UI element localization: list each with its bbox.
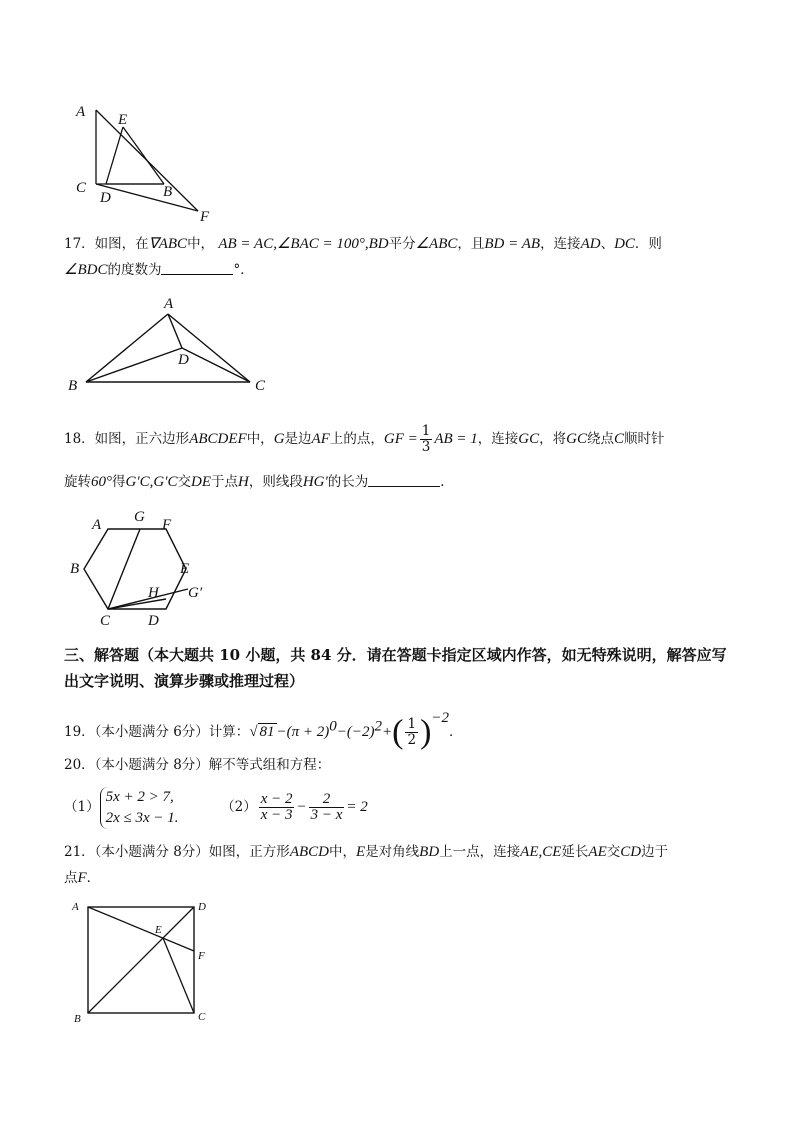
label-B: B (70, 561, 80, 577)
label-A: A (92, 517, 102, 533)
segment-BD (86, 348, 182, 382)
q18-line1: 18．如图，正六边形ABCDEF中，G是边AF上的点，GF = $\frac{1}{3}$ AB = 1，连接GC，将GC绕点C顺时针 (64, 423, 665, 455)
label-D: D (198, 901, 206, 913)
label-A: A (164, 296, 174, 312)
figure-q16 (66, 96, 226, 226)
label-D: D (148, 613, 159, 629)
label-F: F (162, 517, 172, 533)
label-A: A (76, 104, 86, 120)
q18-line2: 旋转60°得G′C,G′C交DE于点H，则线段HG′的长为 ． (64, 474, 454, 490)
label-E: E (118, 112, 128, 128)
q17-line2: ∠BDC的度数为 °． (64, 262, 254, 278)
label-D: D (178, 352, 189, 368)
figure-q18 (62, 503, 222, 631)
q19: 19．（本小题满分 6分）计算：√ $81 -(\pi + 2)^0-(-2)^2+$( $\frac{1}{2}$ )$^{-2}$． (64, 710, 463, 751)
label-E: E (155, 924, 162, 936)
segment-AB (86, 314, 168, 382)
q17-line1: 17．如图，在∇ABC中， AB = AC,∠BAC = 100°,BD平分∠ABC，且BD = AB，连接AD、DC．则 (64, 236, 662, 252)
fraction-1: $\frac{x - 2}{x - 3}$ (260, 791, 293, 823)
label-C: C (100, 613, 111, 629)
label-B: B (68, 378, 78, 394)
q21-line1: 21．（本小题满分 8分）如图，正方形ABCD中，E是对角线BD上一点，连接AE,CE延长AE交CD边于 (64, 844, 669, 860)
q21-line2: 点F． (64, 870, 101, 886)
label-B: B (74, 1013, 81, 1025)
label-D: D (100, 190, 111, 206)
label-F: F (198, 950, 205, 962)
answer-blank (161, 260, 233, 275)
fraction-one-half: $\frac{1}{2}$ (407, 716, 417, 748)
label-C: C (198, 1011, 206, 1023)
q20-parts: （1） 5x + 2 > 7, 2x ≤ 3x − 1. （2） $\frac{x - 2}{x - 3}$ − $\frac{2}{3 - x}$ = 2 (64, 785, 368, 829)
label-A: A (72, 901, 79, 913)
section-3-heading: 三、解答题（本大题共 10 小题，共 84 分．请在答题卡指定区域内作答，如无特殊说明，解答应写出文字说明、演算步骤或推理过程） (64, 646, 727, 690)
fraction-one-third: $\frac{1}{3}$ (421, 423, 431, 455)
label-E: E (180, 561, 190, 577)
label-C: C (76, 180, 87, 196)
diagonal-BD (88, 907, 194, 1013)
label-B: B (163, 184, 173, 200)
q20-text: 20．（本小题满分 8分）解不等式组和方程： (64, 757, 331, 773)
segment-AF (88, 907, 194, 951)
label-F: F (200, 209, 210, 225)
inequality-system: 5x + 2 > 7, 2x ≤ 3x − 1. (100, 787, 179, 829)
label-G: G (134, 509, 145, 525)
figure-q17 (64, 290, 274, 400)
segment-GC (108, 529, 140, 609)
figure-q21 (66, 896, 220, 1032)
label-G-prime: G′ (188, 585, 203, 601)
label-C: C (255, 378, 266, 394)
label-H: H (148, 585, 159, 601)
answer-blank (368, 472, 440, 487)
fraction-2: $\frac{2}{3 - x}$ (310, 791, 343, 823)
